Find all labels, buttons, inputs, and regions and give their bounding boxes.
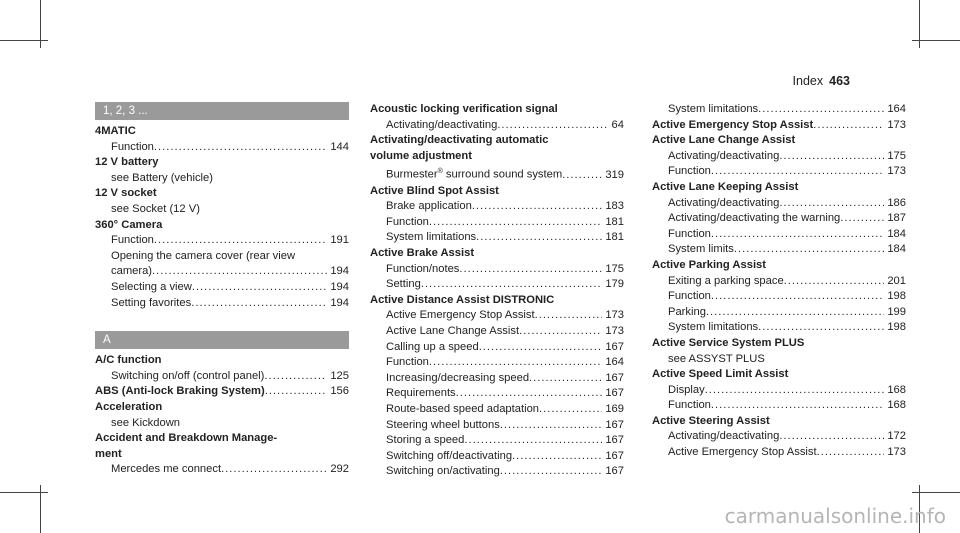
index-subentry[interactable]: Storing a speed ..... 167 [370,433,624,449]
index-column-1 [95,102,349,478]
entry-heading: 4MATIC [95,125,136,137]
index-subentry[interactable]: Activating/deactivating ..... 186 [652,196,906,212]
entry-heading: Active Lane Keeping Assist [652,180,799,193]
index-entry[interactable]: Active Emergency Stop Assist ..... 173 [652,118,906,134]
entry-heading: 12 V socket [95,187,157,200]
index-subentry[interactable]: Switching on/off (control panel) ..... 125 [95,369,349,385]
entry-heading: Active Steering Assist [652,414,770,427]
index-subentry[interactable]: System limitations ..... 164 [652,102,906,118]
index-subentry[interactable]: Mercedes me connect ..... 292 [95,462,349,478]
index-subentry[interactable]: Function ..... 144 [95,140,349,156]
entry-heading: Active Speed Limit Assist [652,368,789,381]
index-subentry[interactable]: Steering wheel buttons ..... 167 [370,418,624,434]
index-subentry[interactable]: Activating/deactivating ..... 64 [370,118,624,134]
watermark-text: carmanualsonline.info [724,504,946,528]
index-subentry[interactable]: System limitations ..... 181 [370,230,624,246]
see-reference[interactable]: see Socket (12 V) [111,202,200,215]
index-subentry[interactable]: Burmester® surround sound system ..... 319 [370,164,624,183]
index-subentry[interactable]: Active Emergency Stop Assist ..... 173 [652,445,906,461]
index-subentry[interactable]: Active Lane Change Assist ..... 173 [370,324,624,340]
index-column-2 [370,102,624,480]
index-subentry[interactable]: Function ..... 181 [370,215,624,231]
index-subentry[interactable]: System limits ..... 184 [652,242,906,258]
index-subentry[interactable]: Increasing/decreasing speed ..... 167 [370,371,624,387]
entry-heading: Active Parking Assist [652,258,766,271]
index-subentry[interactable]: Exiting a parking space ..... 201 [652,274,906,290]
index-subentry[interactable]: Parking ..... 199 [652,305,906,321]
index-subentry[interactable]: Function ..... 184 [652,227,906,243]
crop-mark [0,40,48,41]
index-subentry[interactable]: Route-based speed adaptation ..... 169 [370,402,624,418]
index-entry[interactable]: ABS (Anti-lock Braking System) ..... 156 [95,384,349,400]
entry-heading: Active Distance Assist DISTRONIC [370,293,555,306]
index-subentry[interactable]: Requirements ..... 167 [370,386,624,402]
index-subentry[interactable]: Calling up a speed ..... 167 [370,340,624,356]
index-subentry[interactable]: camera) ..... 194 [95,264,349,280]
entry-heading: Active Lane Change Assist [652,134,796,147]
crop-mark [912,40,960,41]
page-number: 463 [829,74,850,88]
index-subentry[interactable]: System limitations ..... 198 [652,320,906,336]
crop-mark [0,492,48,493]
entry-heading-cont: volume adjustment [370,149,472,162]
index-subentry[interactable]: Activating/deactivating ..... 172 [652,429,906,445]
entry-heading-cont: ment [95,447,122,460]
entry-heading: Acceleration [95,400,163,413]
index-subentry[interactable]: Setting ..... 179 [370,277,624,293]
index-subentry[interactable]: Function ..... 168 [652,398,906,414]
entry-heading: 360° Camera [95,218,163,231]
entry-heading: Accident and Breakdown Manage- [95,432,278,445]
index-column-3 [652,102,906,461]
see-reference[interactable]: see Kickdown [111,416,181,429]
entry-heading: Active Service System PLUS [652,336,805,349]
entry-heading: Active Blind Spot Assist [370,184,499,197]
page-header [793,74,850,88]
index-subentry[interactable]: Activating/deactivating the warning ..... 187 [652,211,906,227]
header-label: Index [792,74,824,88]
entry-heading: 12 V battery [95,156,159,169]
entry-heading: Active Brake Assist [370,247,475,260]
index-subentry[interactable]: Activating/deactivating ..... 175 [652,149,906,165]
index-subentry[interactable]: Function ..... 191 [95,233,349,249]
index-subentry[interactable]: Function ..... 198 [652,289,906,305]
section-heading: 1, 2, 3 ... [95,102,349,120]
index-subentry[interactable]: Function/notes ..... 175 [370,262,624,278]
see-reference[interactable]: see ASSYST PLUS [668,352,765,365]
index-subentry[interactable]: Display ..... 168 [652,383,906,399]
section-heading: A [95,331,349,349]
entry-heading: A/C function [95,354,162,367]
entry-heading: Acoustic locking verification signal [370,103,558,115]
entry-heading: Activating/deactivating automatic [370,134,549,147]
index-subentry[interactable]: Function ..... 164 [370,355,624,371]
index-subentry[interactable]: Switching off/deactivating ..... 167 [370,449,624,465]
index-subentry[interactable]: Brake application ..... 183 [370,199,624,215]
see-reference[interactable]: see Battery (vehicle) [111,171,213,184]
index-subentry[interactable]: Function ..... 173 [652,164,906,180]
index-subentry[interactable]: Switching on/activating ..... 167 [370,464,624,480]
index-subentry[interactable]: Selecting a view ..... 194 [95,280,349,296]
index-subentry: Opening the camera cover (rear view [111,249,296,262]
index-subentry[interactable]: Setting favorites ..... 194 [95,296,349,312]
index-subentry[interactable]: Active Emergency Stop Assist ..... 173 [370,308,624,324]
crop-mark [912,492,960,493]
